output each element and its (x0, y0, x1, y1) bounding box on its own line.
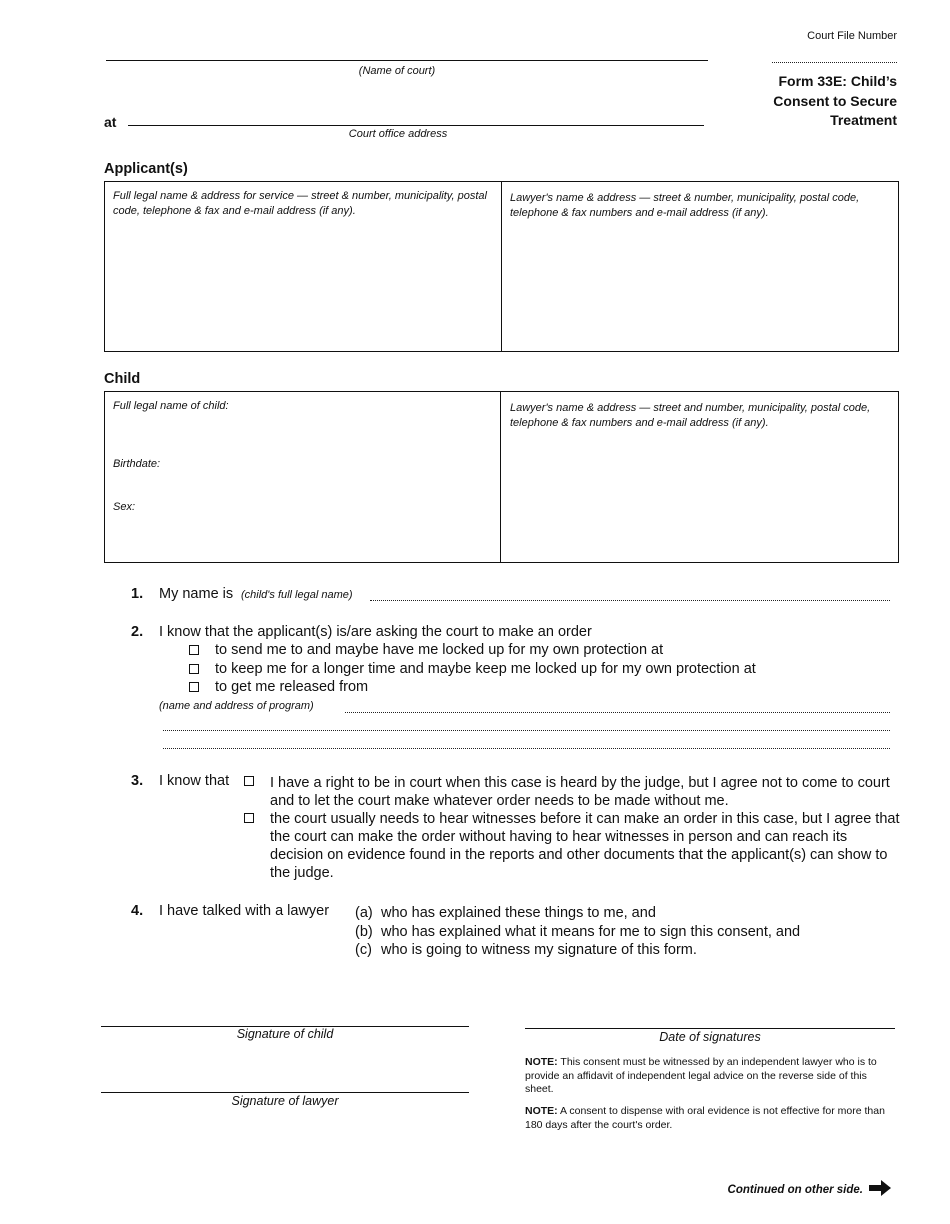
note-2 (525, 1105, 897, 1132)
no-witnesses-option-text: the court usually needs to hear witnesses before it can make an order in this case, but I agree that the court can make the order without having to hear witnesses in person and can reach its decision on evidence found in the reports and other documents that the applicant(s) can show to the judge. (270, 811, 900, 881)
program-address-line-1[interactable] (345, 712, 890, 713)
applicant-divider (501, 181, 502, 352)
form-title-line3: Treatment (830, 112, 897, 128)
note-2-label: NOTE: (525, 1105, 558, 1117)
keep-me-checkbox[interactable] (189, 664, 199, 674)
child-name-field[interactable] (250, 396, 496, 418)
at-label: at (104, 114, 117, 130)
applicant-lawyer-field[interactable] (504, 225, 897, 350)
no-witnesses-checkbox[interactable] (244, 813, 254, 823)
item-1-number: 1. (131, 586, 144, 602)
item-4b-text: who has explained what it means for me to sign this consent, and (381, 924, 801, 940)
child-birthdate-label: Birthdate: (113, 458, 161, 470)
item-3-number: 3. (131, 773, 144, 789)
item-4b-marker: (b) (355, 924, 373, 940)
note-1 (525, 1056, 897, 1097)
release-me-option-text: to get me released from (215, 679, 369, 695)
program-address-line-3[interactable] (163, 748, 890, 749)
lawyer-signature-line[interactable] (101, 1092, 469, 1093)
child-full-name-field[interactable] (370, 600, 890, 601)
item-4c-text: who is going to witness my signature of this form. (381, 942, 697, 958)
child-name-label: Full legal name of child: (113, 400, 229, 412)
form-title-line2: Consent to Secure (773, 92, 897, 109)
item-4-lead: I have talked with a lawyer (159, 903, 330, 919)
court-file-number-field[interactable] (772, 62, 897, 63)
court-file-number-label: Court File Number (807, 30, 897, 42)
child-sex-field[interactable] (145, 497, 495, 519)
form-title (700, 72, 897, 131)
item-2-number: 2. (131, 624, 144, 640)
item-1-text: My name is (159, 586, 234, 602)
child-heading: Child (104, 371, 141, 387)
program-hint: (name and address of program) (159, 700, 314, 712)
send-me-option-text: to send me to and maybe have me locked up for my own protection at (215, 642, 664, 658)
lawyer-signature-label: Signature of lawyer (231, 1094, 339, 1108)
item-4c-marker: (c) (355, 942, 372, 958)
item-4a-text: who has explained these things to me, and (381, 905, 656, 921)
applicant-lawyer-field-label: Lawyer's name & address — street & number, municipality, postal code, telephone & fax numbers and e-mail address (if any). (510, 192, 860, 219)
note-2-text: A consent to dispense with oral evidence is not effective for more than 180 days after the court's order. (525, 1105, 885, 1131)
item-4-number: 4. (131, 903, 144, 919)
item-4a-marker: (a) (355, 905, 373, 921)
form-title-line1: Form 33E: Child’s (778, 73, 897, 89)
name-of-court-label: (Name of court) (358, 65, 436, 77)
child-divider (500, 391, 501, 563)
applicant-address-field[interactable] (106, 223, 499, 350)
right-arrow-icon (869, 1180, 891, 1201)
right-to-court-option-text: I have a right to be in court when this case is heard by the judge, but I agree not to come to court and to let the court make whatever order needs to be made without me. (270, 775, 890, 809)
date-of-signatures-label: Date of signatures (659, 1030, 761, 1044)
child-signature-label: Signature of child (236, 1027, 334, 1041)
continued-label: Continued on other side. (727, 1184, 863, 1196)
item-2-text: I know that the applicant(s) is/are asking the court to make an order (159, 624, 592, 640)
applicant-address-field-label: Full legal name & address for service — street & number, municipality, postal code, telephone & fax and e-mail address (if any). (113, 190, 487, 217)
child-birthdate-field[interactable] (175, 453, 495, 475)
send-me-checkbox[interactable] (189, 645, 199, 655)
release-me-checkbox[interactable] (189, 682, 199, 692)
note-1-text: This consent must be witnessed by an independent lawyer who is to provide an affidavit of independent legal advice on the reverse side of this sheet. (525, 1056, 877, 1095)
item-3-lead: I know that (159, 773, 230, 789)
keep-me-option-text: to keep me for a longer time and maybe keep me locked up for my own protection at (215, 661, 756, 677)
name-of-court-line[interactable] (106, 60, 708, 61)
program-address-line-2[interactable] (163, 730, 890, 731)
applicant-heading: Applicant(s) (104, 161, 188, 177)
item-1-hint: (child's full legal name) (241, 589, 353, 601)
date-of-signatures-line[interactable] (525, 1028, 895, 1029)
child-sex-label: Sex: (113, 501, 136, 513)
right-to-court-checkbox[interactable] (244, 776, 254, 786)
court-office-address-label: Court office address (348, 128, 448, 140)
child-lawyer-field[interactable] (503, 435, 897, 561)
court-office-address-line[interactable] (128, 125, 704, 126)
note-1-label: NOTE: (525, 1056, 558, 1068)
child-lawyer-field-label: Lawyer's name & address — street and number, municipality, postal code, telephone & fax numbers and e-mail address (if any). (510, 402, 871, 429)
